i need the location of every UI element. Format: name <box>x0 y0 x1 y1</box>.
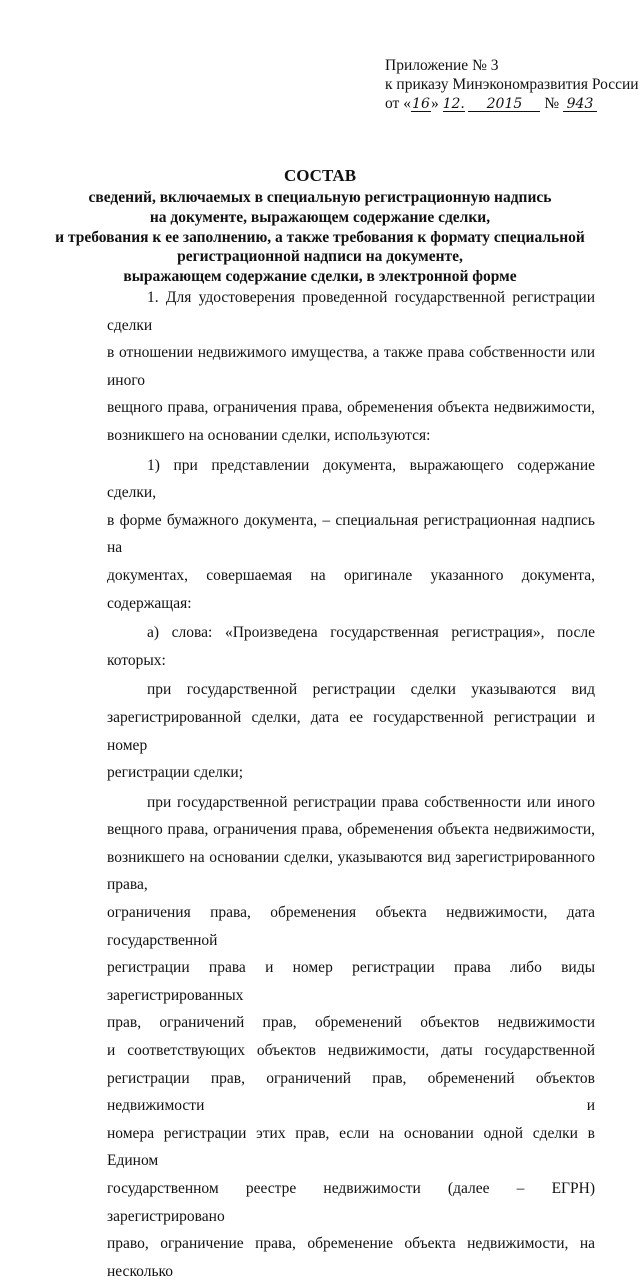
document-body <box>107 284 595 1285</box>
body-line: вещного права, ограничения права, обременения объекта недвижимости, <box>107 399 595 417</box>
body-line: возникшего на основании сделки, используются: <box>107 426 431 444</box>
handwritten-order-number: 943 <box>563 97 597 112</box>
body-line: и соответствующих объектов недвижимости, даты государственной <box>107 1042 595 1060</box>
body-line: регистрации прав, ограничений прав, обременений объектов недвижимости и <box>107 1069 595 1115</box>
body-line: возникшего на основании сделки, указываются вид зарегистрированного права, <box>107 848 595 894</box>
body-line: ограничения права, обременения объекта недвижимости, дата государственной <box>107 904 595 949</box>
body-line: регистрации права и номер регистрации права либо виды зарегистрированных <box>107 959 595 1004</box>
body-line: прав, ограничений прав, обременений объектов недвижимости <box>107 1014 595 1032</box>
body-line: право, ограничение права, обременение объекта недвижимости, на несколько <box>107 1235 595 1280</box>
order-date-line <box>385 94 639 113</box>
body-line: при государственной регистрации права собственности или иного <box>147 793 595 811</box>
body-line: а) слова: «Произведена государственная регистрация», после которых: <box>107 624 595 669</box>
body-line: номера регистрации этих прав, если на основании одной сделки в Едином <box>107 1124 595 1170</box>
number-label: № <box>544 95 560 112</box>
body-line: документах, совершаемая на оригинале указанного документа, содержащая: <box>107 566 595 612</box>
handwritten-month: 12. <box>442 96 465 112</box>
appendix-number: Приложение № 3 <box>385 57 499 74</box>
document-title: СОСТАВ <box>283 166 357 185</box>
order-reference: к приказу Минэкономразвития России <box>385 76 639 93</box>
body-line: в форме бумажного документа, – специальная регистрационная надпись на <box>107 511 595 557</box>
document-subtitle-line: на документе, выражающем содержание сделки, <box>149 208 491 226</box>
body-line: в отношении недвижимого имущества, а также права собственности или иного <box>107 344 595 389</box>
appendix-header <box>385 56 639 113</box>
body-line: регистрации сделки; <box>107 764 244 782</box>
body-line: при государственной регистрации сделки указываются вид <box>147 681 595 699</box>
body-line: 1) при представлении документа, выражающего содержание сделки, <box>107 456 595 502</box>
document-subtitle-line: и требования к ее заполнению, а также требования к формату специальной <box>55 228 585 246</box>
quote-close: » <box>430 95 439 112</box>
document-title-block <box>40 166 600 287</box>
document-subtitle-line: выражающем содержание сделки, в электронной форме <box>123 268 517 286</box>
handwritten-year: 2015 <box>468 97 540 112</box>
body-line: вещного права, ограничения права, обременения объекта недвижимости, <box>107 821 595 839</box>
body-line: зарегистрированной сделки, дата ее государственной регистрации и номер <box>107 708 595 754</box>
date-prefix: от « <box>385 95 411 112</box>
body-line: государственном реестре недвижимости (далее – ЕГРН) зарегистрировано <box>107 1180 595 1225</box>
document-subtitle-line: регистрационной надписи на документе, <box>177 248 463 266</box>
document-subtitle-line: сведений, включаемых в специальную регистрационную надпись <box>88 189 552 206</box>
handwritten-day: 16 <box>412 96 430 112</box>
body-line: 1. Для удостоверения проведенной государственной регистрации сделки <box>107 289 595 334</box>
